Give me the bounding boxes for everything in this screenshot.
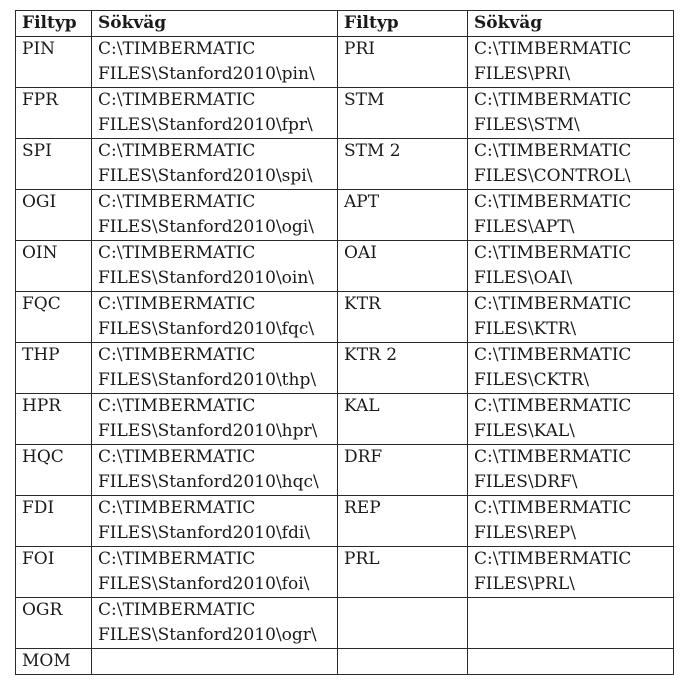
sokvag-cell [92,394,338,445]
path-line: FILES\CONTROL\ [474,166,631,186]
table-row [16,292,674,343]
sokvag-cell [468,190,674,241]
path-line: FILES\DRF\ [474,472,578,492]
path-line: FILES\PRL\ [474,574,575,594]
sokvag-cell [468,292,674,343]
filtyp-cell: PRI [338,37,468,88]
path-line: C:\TIMBERMATIC [98,549,256,569]
sokvag-cell [92,598,338,649]
path-line: C:\TIMBERMATIC [98,243,256,263]
sokvag-cell [468,88,674,139]
table-row [16,190,674,241]
path-line: FILES\KTR\ [474,319,577,339]
filtyp-cell: REP [338,496,468,547]
filtyp-cell: FPR [16,88,92,139]
filtyp-cell: FDI [16,496,92,547]
path-line: FILES\KAL\ [474,421,575,441]
sokvag-cell [468,394,674,445]
path-line: C:\TIMBERMATIC [474,192,632,212]
sokvag-cell [92,343,338,394]
path-line: FILES\REP\ [474,523,576,543]
path-line: FILES\APT\ [474,217,575,237]
sokvag-cell [92,445,338,496]
filtyp-cell: KAL [338,394,468,445]
sokvag-cell [468,241,674,292]
sokvag-cell [468,598,674,649]
table-body [16,37,674,675]
path-line: C:\TIMBERMATIC [98,141,256,161]
header-sokvag-1: Sökväg [92,11,338,37]
filtyp-cell: OGR [16,598,92,649]
sokvag-cell [468,649,674,675]
path-line: FILES\Stanford2010\ogr\ [98,625,317,645]
path-line: C:\TIMBERMATIC [474,294,632,314]
filtyp-cell: PRL [338,547,468,598]
filtyp-cell: PIN [16,37,92,88]
filtyp-cell: STM 2 [338,139,468,190]
sokvag-cell [92,88,338,139]
header-row [16,11,674,37]
filtyp-cell: STM [338,88,468,139]
path-line: FILES\Stanford2010\fqc\ [98,319,315,339]
sokvag-cell [92,190,338,241]
path-line: C:\TIMBERMATIC [474,396,632,416]
table-row [16,445,674,496]
path-line: C:\TIMBERMATIC [474,141,632,161]
filtyp-cell: FOI [16,547,92,598]
filtyp-cell: THP [16,343,92,394]
path-line: FILES\Stanford2010\ogi\ [98,217,314,237]
path-line: C:\TIMBERMATIC [98,396,256,416]
path-line: C:\TIMBERMATIC [474,243,632,263]
table-row [16,394,674,445]
path-line: FILES\STM\ [474,115,580,135]
table-row [16,241,674,292]
file-path-table [15,10,674,675]
sokvag-cell [468,496,674,547]
sokvag-cell [468,37,674,88]
filtyp-cell: MOM [16,649,92,675]
path-line: FILES\Stanford2010\pin\ [98,64,315,84]
header-filtyp-2: Filtyp [338,11,468,37]
sokvag-cell [468,343,674,394]
filtyp-cell: KTR [338,292,468,343]
path-line: C:\TIMBERMATIC [98,90,256,110]
path-line: FILES\Stanford2010\thp\ [98,370,317,390]
table-row [16,37,674,88]
path-line: FILES\Stanford2010\hqc\ [98,472,319,492]
path-line: C:\TIMBERMATIC [98,39,256,59]
sokvag-cell [468,139,674,190]
table-row [16,88,674,139]
path-line: FILES\OAI\ [474,268,573,288]
path-line: C:\TIMBERMATIC [98,498,256,518]
path-line: FILES\Stanford2010\oin\ [98,268,315,288]
sokvag-cell [92,139,338,190]
filtyp-cell: OGI [16,190,92,241]
sokvag-cell [92,496,338,547]
filtyp-cell: KTR 2 [338,343,468,394]
table-row [16,649,674,675]
path-line: FILES\Stanford2010\foi\ [98,574,310,594]
path-line: C:\TIMBERMATIC [474,447,632,467]
sokvag-cell [92,37,338,88]
path-line: FILES\Stanford2010\hpr\ [98,421,318,441]
filtyp-cell: APT [338,190,468,241]
table-row [16,547,674,598]
filtyp-cell: HQC [16,445,92,496]
path-line: C:\TIMBERMATIC [474,345,632,365]
filtyp-cell [338,598,468,649]
table-row [16,139,674,190]
sokvag-cell [92,292,338,343]
filtyp-cell: HPR [16,394,92,445]
filtyp-cell: FQC [16,292,92,343]
filtyp-cell: SPI [16,139,92,190]
sokvag-cell [468,445,674,496]
table-row [16,598,674,649]
path-line: C:\TIMBERMATIC [98,294,256,314]
path-line: C:\TIMBERMATIC [98,447,256,467]
path-line: FILES\Stanford2010\fpr\ [98,115,313,135]
header-sokvag-2: Sökväg [468,11,674,37]
sokvag-cell [468,547,674,598]
filtyp-cell: OIN [16,241,92,292]
path-line: C:\TIMBERMATIC [474,90,632,110]
path-line: FILES\CKTR\ [474,370,590,390]
header-filtyp-1: Filtyp [16,11,92,37]
filtyp-cell: OAI [338,241,468,292]
path-line: C:\TIMBERMATIC [98,600,256,620]
sokvag-cell [92,649,338,675]
path-line: FILES\PRI\ [474,64,571,84]
path-line: C:\TIMBERMATIC [474,498,632,518]
filtyp-cell: DRF [338,445,468,496]
path-line: C:\TIMBERMATIC [98,345,256,365]
filtyp-cell [338,649,468,675]
path-line: C:\TIMBERMATIC [474,549,632,569]
path-line: C:\TIMBERMATIC [474,39,632,59]
sokvag-cell [92,547,338,598]
path-line: FILES\Stanford2010\spi\ [98,166,313,186]
path-line: C:\TIMBERMATIC [98,192,256,212]
table-row [16,343,674,394]
sokvag-cell [92,241,338,292]
table-row [16,496,674,547]
path-line: FILES\Stanford2010\fdi\ [98,523,311,543]
